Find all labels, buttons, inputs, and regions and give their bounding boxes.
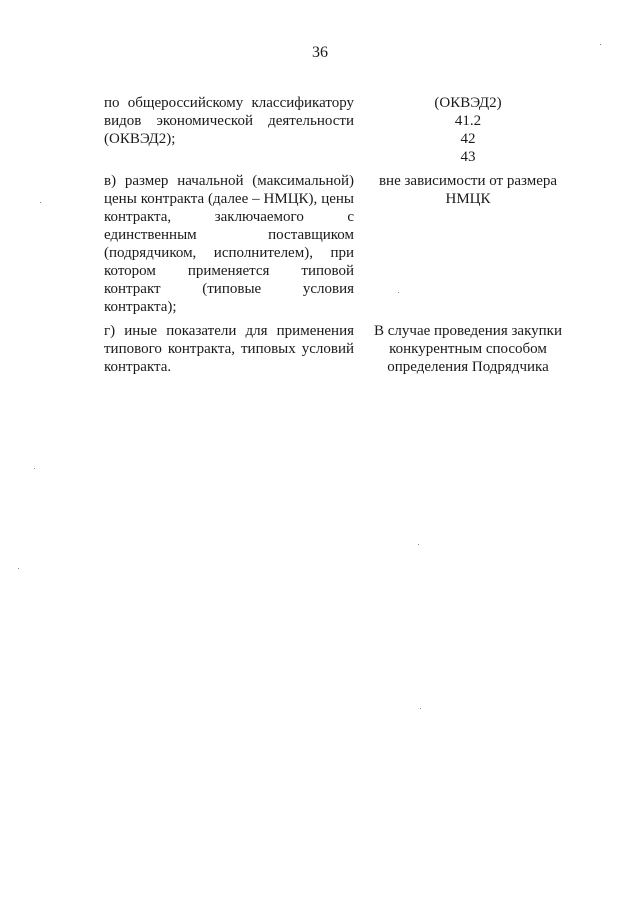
row-label-line: (ОКВЭД2); <box>104 131 176 147</box>
row-value-line: вне зависимости от размера <box>378 173 558 189</box>
row-label-line: г) иные показатели для применения <box>104 323 354 339</box>
row-value-line: НМЦК <box>445 191 491 207</box>
scan-speck <box>418 544 419 545</box>
row-value-line: 41.2 <box>454 113 482 129</box>
row-label <box>104 172 354 316</box>
row-label-line: контракта); <box>104 299 177 315</box>
scan-speck <box>398 292 399 293</box>
row-label-line: котором применяется типовой <box>104 263 354 279</box>
row-label-line: в) размер начальной (максимальной) <box>104 173 354 189</box>
scan-speck <box>34 468 35 469</box>
row-label <box>104 94 354 148</box>
row-label-line: контракт (типовые условия <box>104 281 354 297</box>
row-value <box>372 94 564 166</box>
row-value-line: В случае проведения закупки <box>374 323 562 339</box>
page-number: 36 <box>312 44 328 61</box>
row-label-line: единственным поставщиком <box>104 227 354 243</box>
row-value <box>372 322 564 376</box>
row-value-line: конкурентным способом <box>389 341 547 357</box>
scan-speck <box>420 708 421 709</box>
row-label-line: контракта. <box>104 359 172 375</box>
row-label-line: по общероссийскому классификатору <box>104 95 354 111</box>
scan-speck <box>40 202 41 203</box>
row-label-line: контракта, заключаемого с <box>104 209 354 225</box>
row-label <box>104 322 354 376</box>
row-value-line: (ОКВЭД2) <box>434 95 502 111</box>
row-value-line: 43 <box>460 149 476 165</box>
row-value <box>372 172 564 208</box>
row-label-line: (подрядчиком, исполнителем), при <box>104 245 354 261</box>
scan-speck <box>600 44 601 45</box>
scan-speck <box>18 568 19 569</box>
row-label-line: типового контракта, типовых условий <box>104 341 354 357</box>
row-value-line: определения Подрядчика <box>387 359 549 375</box>
row-label-line: цены контракта (далее – НМЦК), цены <box>104 191 354 207</box>
row-value-line: 42 <box>460 131 476 147</box>
row-label-line: видов экономической деятельности <box>104 113 354 129</box>
